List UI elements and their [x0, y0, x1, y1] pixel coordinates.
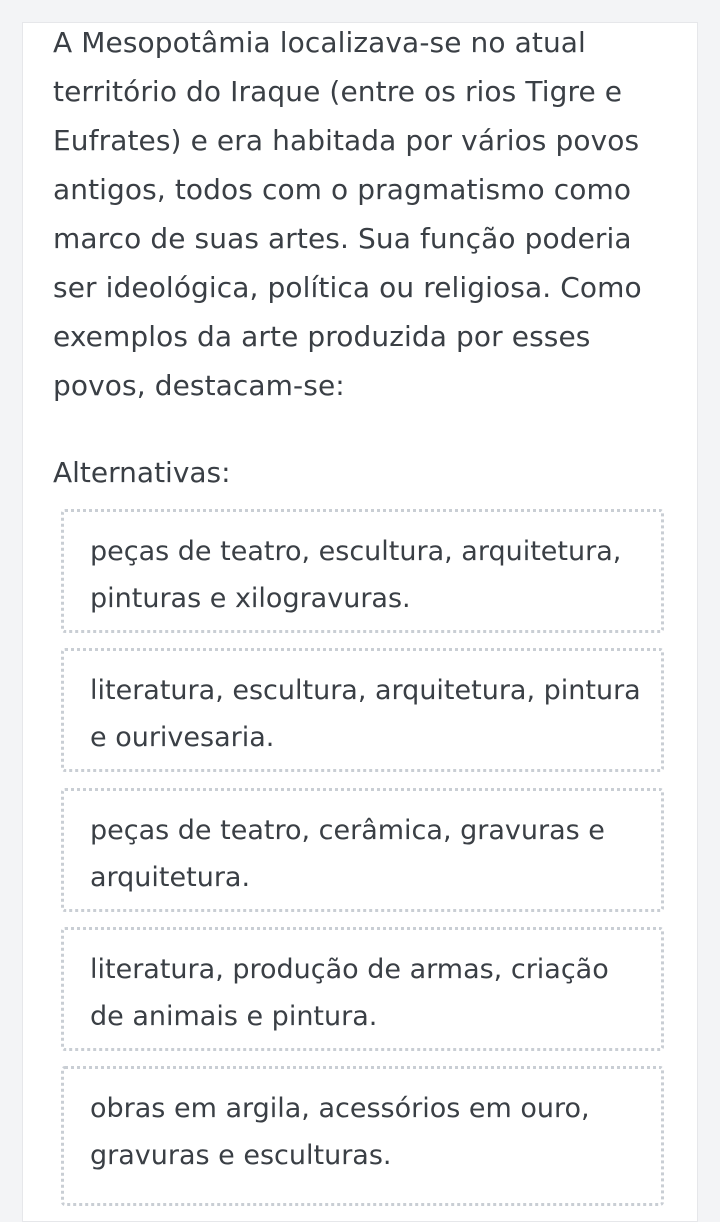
option-label: literatura, escultura, arquitetura, pintura e ourivesaria. — [90, 675, 641, 753]
option-label: peças de teatro, escultura, arquitetura, pinturas e xilogravuras. — [90, 536, 622, 614]
option-label: obras em argila, acessórios em ouro, gravuras e esculturas. — [90, 1093, 590, 1171]
option-a[interactable] — [61, 509, 664, 633]
option-c[interactable] — [61, 788, 664, 912]
question-text: A Mesopotâmia localizava-se no atual território do Iraque (entre os rios Tigre e Eufrates) e era habitada por vários povos antigos, todos com o pragmatismo como marco de suas artes. Sua função poderia ser ideológica, política ou religiosa. Como exemplos da arte produzida por esses povos, destacam-se: — [53, 26, 642, 402]
option-label: literatura, produção de armas, criação de animais e pintura. — [90, 954, 609, 1032]
option-d[interactable] — [61, 927, 664, 1051]
option-e[interactable] — [61, 1066, 664, 1206]
option-label: peças de teatro, cerâmica, gravuras e arquitetura. — [90, 815, 605, 893]
alternatives-label: Alternativas: — [53, 456, 231, 489]
option-b[interactable] — [61, 648, 664, 772]
